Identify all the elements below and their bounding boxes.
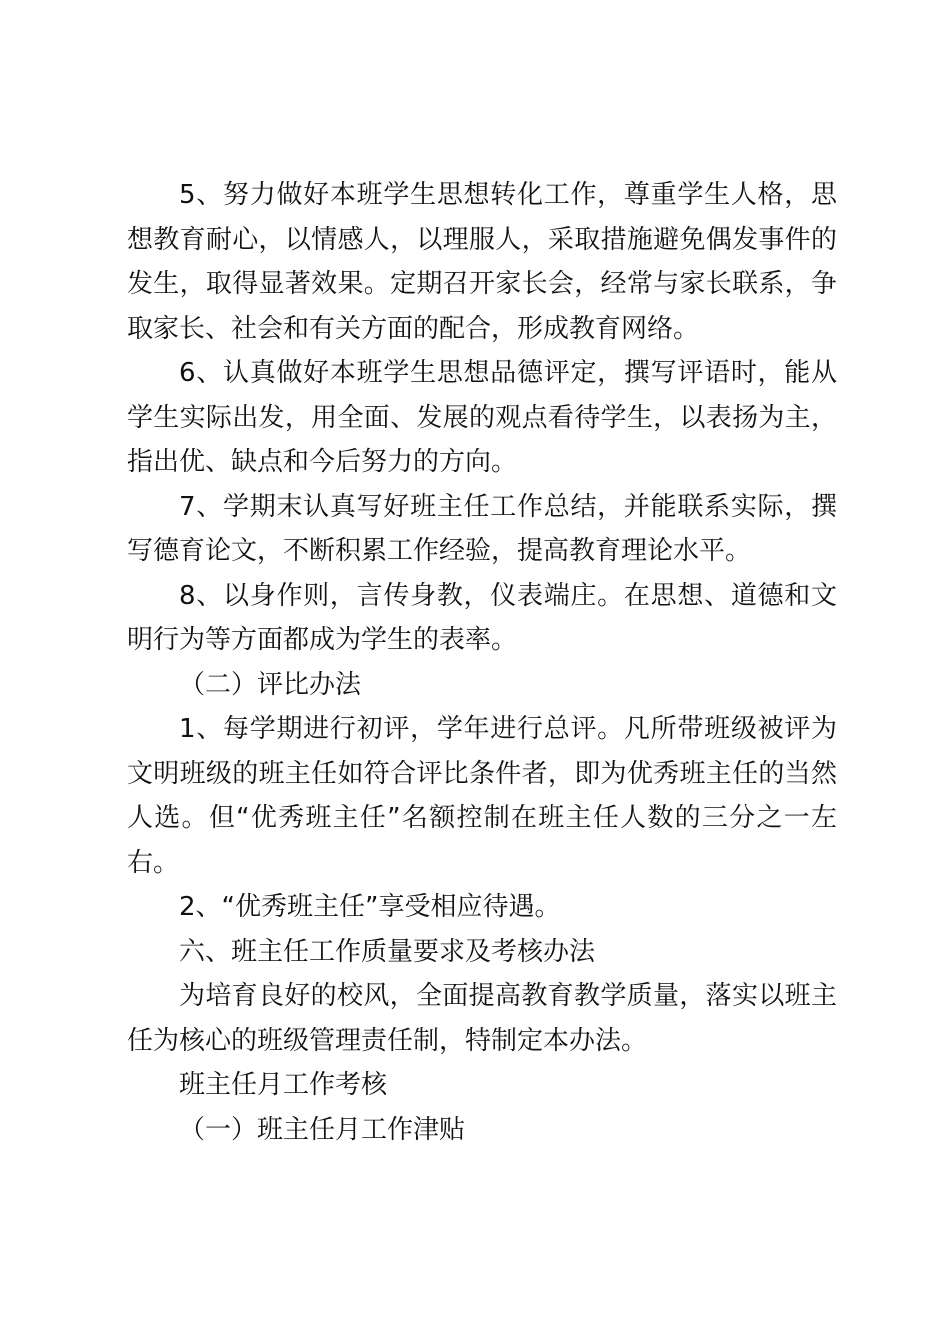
subheading-monthly-assessment: 班主任月工作考核	[179, 1070, 388, 1100]
paragraph-evaluation-1: 1、每学期进行初评，学年进行总评。凡所带班级被评为文明班级的班主任如符合评比条件者，即为优秀班主任的当然人选。但“优秀班主任”名额控制在班主任人数的三分之一左右。	[127, 714, 837, 878]
section-heading-six: 六、班主任工作质量要求及考核办法	[179, 936, 596, 967]
paragraph-item-7: 7、学期末认真写好班主任工作总结，并能联系实际，撰写德育论文，不断积累工作经验，提高教育理论水平。	[127, 491, 837, 566]
paragraph-item-5: 5、努力做好本班学生思想转化工作，尊重学生人格，思想教育耐心，以情感人，以理服人，采取措施避免偶发事件的发生，取得显著效果。定期召开家长会，经常与家长联系，争取家长、社会和有关方面的配合，形成教育网络。	[127, 180, 837, 344]
subheading-monthly-allowance: （一）班主任月工作津贴	[179, 1114, 466, 1145]
paragraph-evaluation-2: 2、“优秀班主任”享受相应待遇。	[179, 892, 561, 922]
document-body	[127, 173, 837, 1152]
paragraph-item-8: 8、以身作则，言传身教，仪表端庄。在思想、道德和文明行为等方面都成为学生的表率。	[127, 580, 837, 655]
paragraph-purpose: 为培育良好的校风，全面提高教育教学质量，落实以班主任为核心的班级管理责任制，特制定本办法。	[127, 981, 837, 1056]
paragraph-item-6: 6、认真做好本班学生思想品德评定，撰写评语时，能从学生实际出发，用全面、发展的观点看待学生，以表扬为主，指出优、缺点和今后努力的方向。	[127, 358, 837, 477]
section-heading-evaluation-method: （二）评比办法	[179, 669, 362, 700]
